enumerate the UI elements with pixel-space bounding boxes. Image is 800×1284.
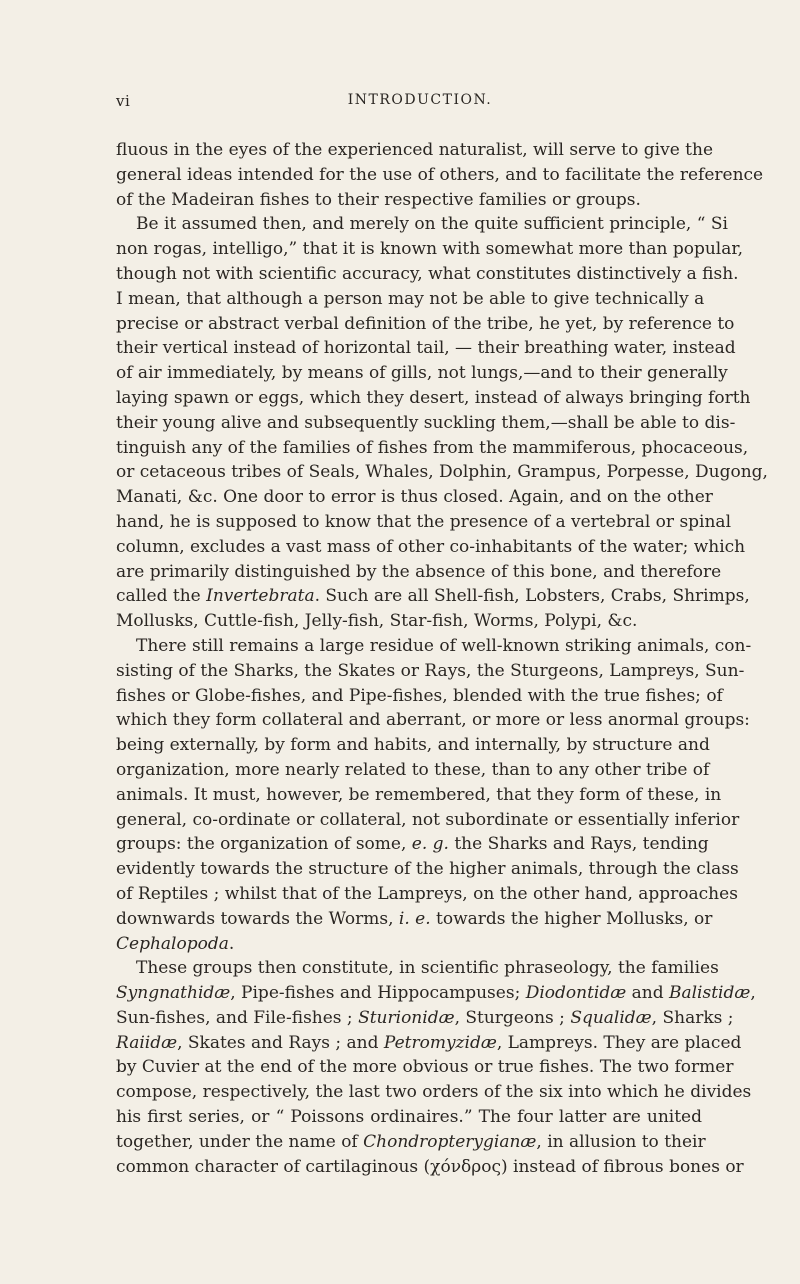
text-line: of air immediately, by means of gills, not lungs,—and to their generally (116, 363, 728, 384)
text-line: column, excludes a vast mass of other co-inhabitants of the water; which (116, 536, 746, 557)
text-line: Manati, &c. One door to error is thus closed. Again, and on the other (116, 487, 713, 508)
text-line: general ideas intended for the use of others, and to facilitate the reference (116, 164, 764, 185)
text-line: Raiidæ, Skates and Rays ; and Petromyzidæ, Lampreys. They are placed (116, 1032, 742, 1053)
text-line: hand, he is supposed to know that the presence of a vertebral or spinal (116, 511, 732, 532)
text-line: downwards towards the Worms, i. e. towards the higher Mollusks, or (116, 908, 713, 929)
text-line: their young alive and subsequently suckling them,—shall be able to dis- (116, 412, 736, 433)
text-line: being externally, by form and habits, and internally, by structure and (116, 735, 710, 756)
text-line: are primarily distinguished by the absence of this bone, and therefore (116, 561, 722, 582)
text-line: together, under the name of Chondropterygianæ, in allusion to their (116, 1131, 706, 1152)
text-line: sisting of the Sharks, the Skates or Rays, the Sturgeons, Lampreys, Sun- (116, 660, 745, 681)
text-line: laying spawn or eggs, which they desert, instead of always bringing forth (116, 387, 751, 408)
running-head: INTRODUCTION. (347, 92, 493, 108)
text-line: general, co-ordinate or collateral, not subordinate or essentially inferior (116, 809, 740, 830)
page-number: vi (116, 92, 131, 110)
text-line: organization, more nearly related to these, than to any other tribe of (116, 759, 710, 780)
text-line: animals. It must, however, be remembered, that they form of these, in (116, 784, 722, 805)
text-line: their vertical instead of horizontal tail, — their breathing water, instead (116, 338, 736, 359)
text-line: I mean, that although a person may not be able to give technically a (116, 288, 705, 309)
text-line: These groups then constitute, in scientific phraseology, the families (136, 958, 719, 979)
text-line: Cephalopoda. (116, 933, 235, 954)
body-text (116, 138, 768, 1179)
text-line: tinguish any of the families of fishes from the mammiferous, phocaceous, (116, 437, 749, 458)
text-line: of Reptiles ; whilst that of the Lampreys, on the other hand, approaches (116, 883, 738, 904)
text-line: precise or abstract verbal definition of the tribe, he yet, by reference to (116, 313, 735, 334)
text-line: of the Madeiran fishes to their respective families or groups. (116, 189, 641, 210)
text-line: Be it assumed then, and merely on the quite sufficient principle, “ Si (136, 214, 728, 235)
text-line: common character of cartilaginous (χόνδρος) instead of fibrous bones or (116, 1156, 744, 1177)
text-line: though not with scientific accuracy, what constitutes distinctively a fish. (116, 263, 739, 284)
text-line: There still remains a large residue of well-known striking animals, con- (136, 635, 752, 656)
text-line: evidently towards the structure of the higher animals, through the class (116, 859, 739, 880)
text-line: which they form collateral and aberrant, or more or less anormal groups: (116, 710, 750, 731)
text-line: by Cuvier at the end of the more obvious or true fishes. The two former (116, 1057, 734, 1078)
text-line: compose, respectively, the last two orders of the six into which he divides (116, 1082, 752, 1103)
text-line: fishes or Globe-fishes, and Pipe-fishes, blended with the true fishes; of (116, 685, 723, 706)
text-line: groups: the organization of some, e. g. the Sharks and Rays, tending (116, 834, 709, 855)
text-line: Sun-fishes, and File-fishes ; Sturionidæ, Sturgeons ; Squalidæ, Sharks ; (116, 1007, 734, 1028)
text-line: Syngnathidæ, Pipe-fishes and Hippocampuses; Diodontidæ and Balistidæ, (116, 983, 756, 1004)
text-line: Mollusks, Cuttle-fish, Jelly-fish, Star-fish, Worms, Polypi, &c. (116, 611, 638, 632)
text-line: or cetaceous tribes of Seals, Whales, Dolphin, Grampus, Porpesse, Dugong, (116, 462, 768, 483)
text-line: non rogas, intelligo,” that it is known with somewhat more than popular, (116, 239, 744, 260)
text-line: called the Invertebrata. Such are all Shell-fish, Lobsters, Crabs, Shrimps, (116, 586, 750, 607)
text-line: fluous in the eyes of the experienced naturalist, will serve to give the (116, 140, 714, 160)
text-line: his first series, or “ Poissons ordinaires.” The four latter are united (116, 1107, 702, 1128)
